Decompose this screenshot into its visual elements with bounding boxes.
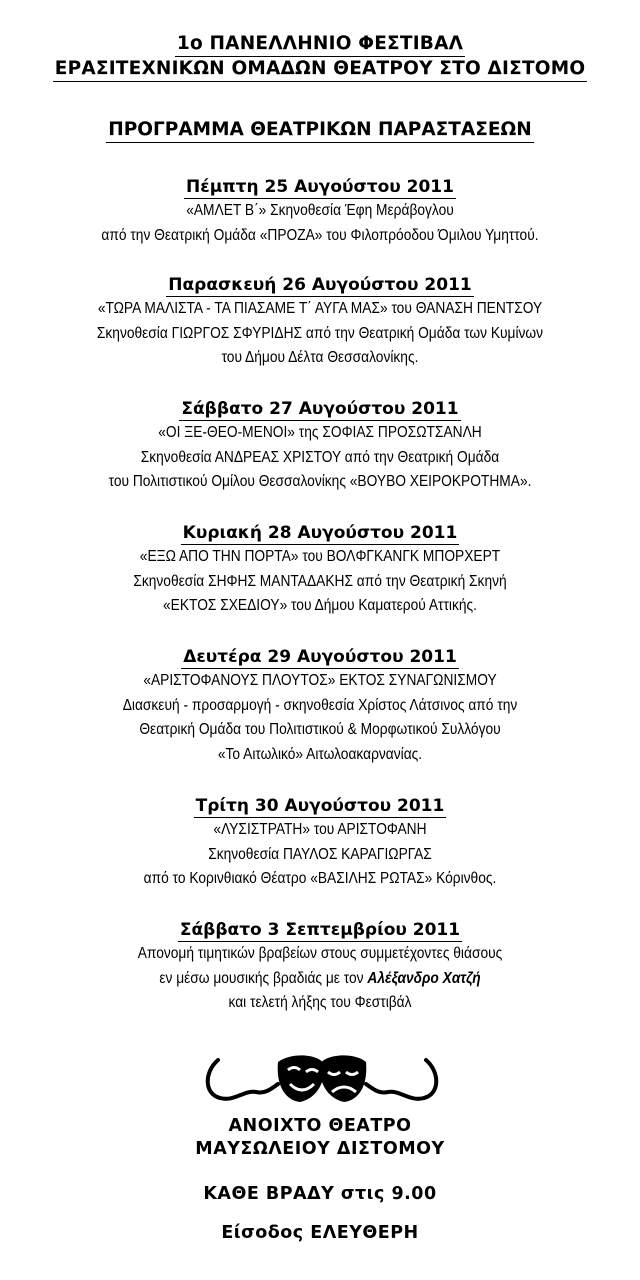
event-date: Πέμπτη 25 Αυγούστου 2011 xyxy=(186,177,454,197)
venue-line-1: ΑΝΟΙΧΤΟ ΘΕΑΤΡΟ xyxy=(228,1116,412,1136)
venue-line-2: ΜΑΥΣΩΛΕΙΟΥ ΔΙΣΤΟΜΟΥ xyxy=(195,1139,445,1159)
event-date: Σάββατο 3 Σεπτεμβρίου 2011 xyxy=(179,920,461,940)
event-line: Σκηνοθεσία ΑΝΔΡΕΑΣ ΧΡΙΣΤΟΥ από την Θεατρική Ομάδα xyxy=(140,448,500,466)
event-1 xyxy=(0,176,640,248)
theatre-masks-icon xyxy=(200,1050,444,1106)
event-line: και τελετή λήξης του Φεστιβάλ xyxy=(228,994,412,1011)
event-line: «ΤΩΡΑ ΜΑΛΙΣΤΑ - ΤΑ ΠΙΑΣΑΜΕ Τ΄ ΑΥΓΑ ΜΑΣ» του ΘΑΝΑΣΗ ΠΕΝΤΣΟΥ xyxy=(97,300,543,317)
event-date: Κυριακή 28 Αυγούστου 2011 xyxy=(182,523,458,543)
festival-title xyxy=(0,32,640,82)
event-line: Διασκευή - προσαρμογή - σκηνοθεσία Χρίστος Λάτσινος από την xyxy=(122,696,518,714)
event-line: Σκηνοθεσία ΠΑΥΛΟΣ ΚΑΡΑΓΙΩΡΓΑΣ xyxy=(208,845,432,863)
event-line: από την Θεατρική Ομάδα «ΠΡΟΖΑ» του Φιλοπρόοδου Όμιλου Υμηττού. xyxy=(101,226,539,244)
event-date: Δευτέρα 29 Αυγούστου 2011 xyxy=(183,647,457,667)
event-line: Θεατρική Ομάδα του Πολιτιστικού & Μορφωτικού Συλλόγου xyxy=(139,721,501,738)
event-4 xyxy=(0,522,640,619)
event-line-text: εν μέσω μουσικής βραδιάς με τον xyxy=(159,969,364,987)
event-line-with-name xyxy=(32,967,608,992)
event-line: «ΕΚΤΟΣ ΣΧΕΔΙΟΥ» του Δήμου Καματερού Αττικής. xyxy=(163,597,477,614)
event-line: Απονομή τιμητικών βραβείων στους συμμετέχοντες θιάσους xyxy=(137,945,503,962)
program-heading xyxy=(0,118,640,143)
event-date: Σάββατο 27 Αυγούστου 2011 xyxy=(181,399,459,419)
event-line: «ΟΙ ΞΕ-ΘΕΟ-ΜΕΝΟΙ» της ΣΟΦΙΑΣ ΠΡΟΣΩΤΣΑΝΛΗ xyxy=(158,424,482,441)
event-line: Σκηνοθεσία ΣΗΦΗΣ ΜΑΝΤΑΔΑΚΗΣ από την Θεατρική Σκηνή xyxy=(133,572,507,590)
event-line: Σκηνοθεσία ΓΙΩΡΓΟΣ ΣΦΥΡΙΔΗΣ από την Θεατρική Ομάδα των Κυμίνων xyxy=(96,324,544,342)
event-7 xyxy=(0,919,640,1016)
event-2 xyxy=(0,274,640,371)
event-line: από το Κορινθιακό Θέατρο «ΒΑΣΙΛΗΣ ΡΩΤΑΣ» Κόρινθος. xyxy=(143,870,497,887)
event-5 xyxy=(0,646,640,767)
event-line: «Το Αιτωλικό» Αιτωλοακαρνανίας. xyxy=(217,745,423,763)
entry-info: Είσοδος ΕΛΕΥΘΕΡΗ xyxy=(221,1223,419,1243)
event-line: «ΑΡΙΣΤΟΦΑΝΟΥΣ ΠΛΟΥΤΟΣ» ΕΚΤΟΣ ΣΥΝΑΓΩΝΙΣΜΟΥ xyxy=(143,672,497,689)
event-line: «ΑΜΛΕΤ Β΄» Σκηνοθεσία Έφη Μεράβογλου xyxy=(186,202,454,219)
title-line-1: 1ο ΠΑΝΕΛΛΗΝΙΟ ΦΕΣΤΙΒΑΛ xyxy=(175,32,465,57)
event-line: του Πολιτιστικού Ομίλου Θεσσαλονίκης «ΒΟΥΒΟ ΧΕΙΡΟΚΡΟΤΗΜΑ». xyxy=(108,473,532,490)
venue xyxy=(0,1115,640,1161)
program-title: ΠΡΟΓΡΑΜΜΑ ΘΕΑΤΡΙΚΩΝ ΠΑΡΑΣΤΑΣΕΩΝ xyxy=(106,118,533,143)
event-3 xyxy=(0,398,640,495)
event-line: «ΕΞΩ ΑΠΟ ΤΗΝ ΠΟΡΤΑ» του ΒΟΛΦΓΚΑΝΓΚ ΜΠΟΡΧΕΡΤ xyxy=(139,548,501,565)
event-line: του Δήμου Δέλτα Θεσσαλονίκης. xyxy=(221,349,419,366)
highlight-name: Αλέξανδρο Χατζή xyxy=(367,969,481,987)
show-time: ΚΑΘΕ ΒΡΑΔΥ στις 9.00 xyxy=(203,1184,437,1204)
event-date: Τρίτη 30 Αυγούστου 2011 xyxy=(195,796,445,816)
title-line-2: ΕΡΑΣΙΤΕΧΝΙΚΩΝ ΟΜΑΔΩΝ ΘΕΑΤΡΟΥ ΣΤΟ ΔΙΣΤΟΜΟ xyxy=(53,57,588,82)
event-line: «ΛΥΣΙΣΤΡΑΤΗ» του ΑΡΙΣΤΟΦΑΝΗ xyxy=(213,821,427,838)
event-6 xyxy=(0,795,640,892)
event-date: Παρασκευή 26 Αυγούστου 2011 xyxy=(168,275,472,295)
